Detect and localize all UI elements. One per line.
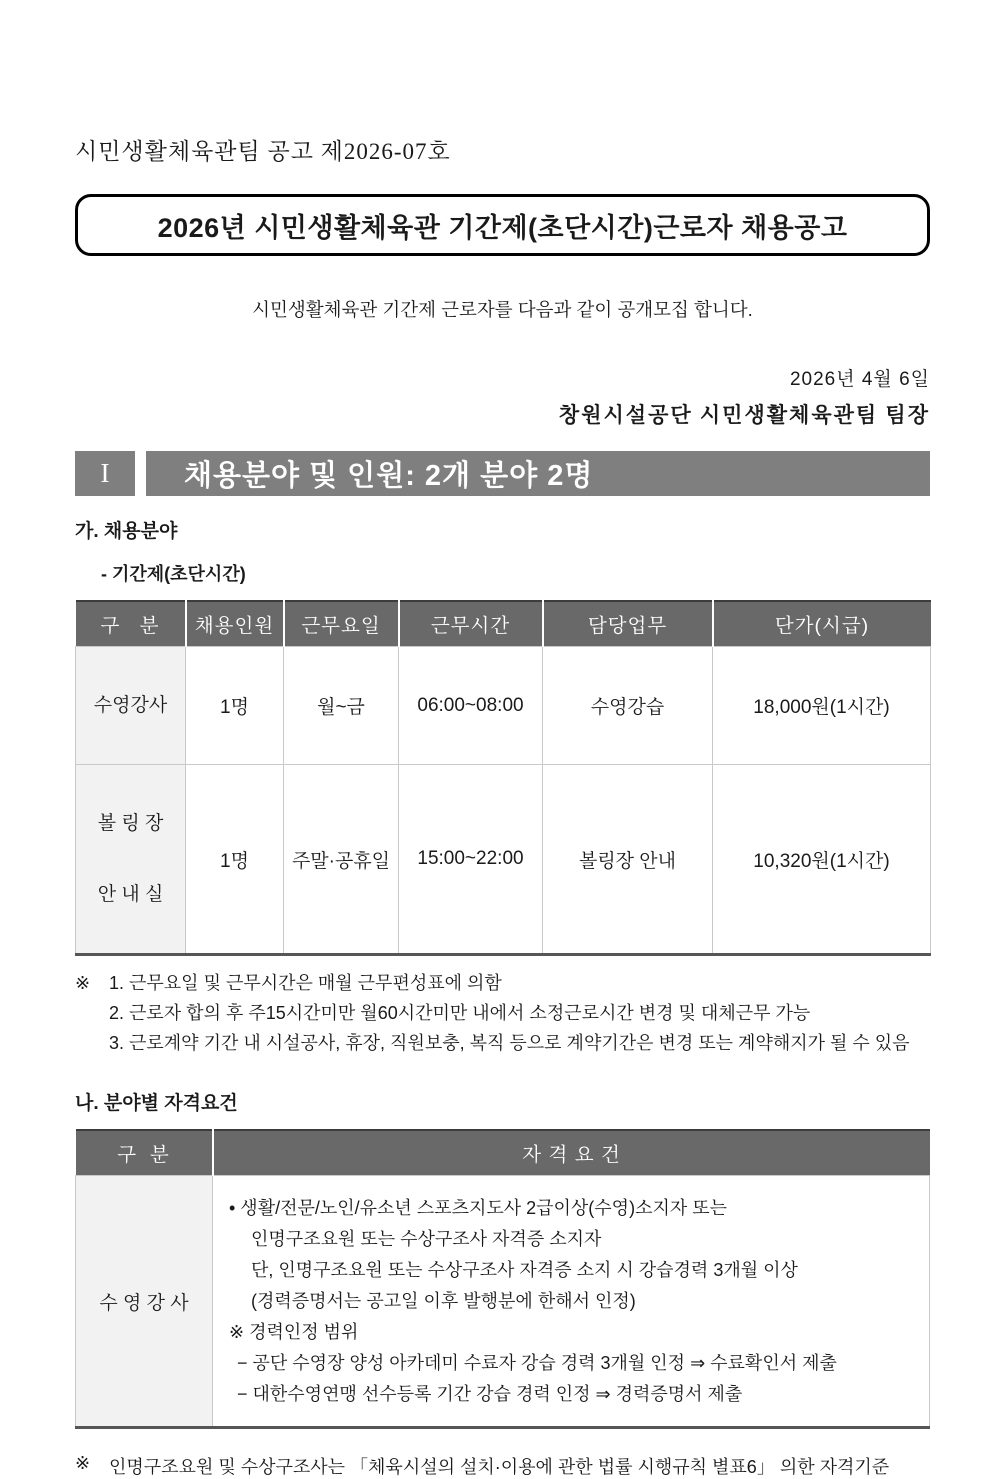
col-header-headcount: 채용인원 bbox=[186, 601, 284, 647]
table-row bbox=[76, 647, 931, 765]
notes-marker: ※ bbox=[75, 973, 91, 993]
cell-workhours: 15:00~22:00 bbox=[399, 765, 543, 955]
qual-line: (경력증명서는 공고일 이후 발행분에 한해서 인정) bbox=[251, 1290, 636, 1311]
title-box bbox=[75, 194, 930, 256]
doc-title: 2026년 시민생활체육관 기간제(초단시간)근로자 채용공고 bbox=[157, 212, 848, 243]
notes-block bbox=[75, 968, 930, 1058]
col-header-category: 구 분 bbox=[76, 1130, 213, 1176]
section-title-bar: 채용분야 및 인원: 2개 분야 2명 bbox=[146, 451, 930, 496]
qual-line: 단, 인명구조요원 또는 수상구조사 자격증 소지 시 강습경력 3개월 이상 bbox=[251, 1259, 798, 1280]
qual-line: • 생활/전문/노인/유소년 스포츠지도사 2급이상(수영)소지자 또는 bbox=[229, 1197, 728, 1218]
cell-category: 볼 링 장 안 내 실 bbox=[76, 765, 186, 955]
cell-workdays: 월~금 bbox=[284, 647, 399, 765]
section-header bbox=[75, 451, 930, 496]
cell-duty: 수영강습 bbox=[543, 647, 713, 765]
issue-date: 2026년 4월 6일 bbox=[789, 369, 930, 390]
col-header-category: 구 분 bbox=[76, 601, 186, 647]
col-header-wage: 단가(시급) bbox=[713, 601, 931, 647]
note-item: 1. 근무요일 및 근무시간은 매월 근무편성표에 의함 bbox=[109, 973, 502, 993]
footnote-text: 인명구조요원 및 수상구조사는 「체육시설의 설치·이용에 관한 법률 시행규칙 별표6」 의한 자격기준 bbox=[109, 1457, 890, 1477]
col-header-workhours: 근무시간 bbox=[399, 601, 543, 647]
intro-text: 시민생활체육관 기간제 근로자를 다음과 같이 공개모집 합니다. bbox=[252, 299, 753, 320]
subheading-contract-type: - 기간제(초단시간) bbox=[101, 564, 246, 584]
qual-table-header-row bbox=[76, 1130, 930, 1176]
cell-category: 수 영 강 사 bbox=[76, 1176, 213, 1428]
cell-qualification bbox=[213, 1176, 930, 1428]
section-numeral: I bbox=[75, 451, 135, 496]
cell-duty: 볼링장 안내 bbox=[543, 765, 713, 955]
note-item: 2. 근로자 합의 후 주15시간미만 월60시간미만 내에서 소정근로시간 변경 및 대체근무 가능 bbox=[109, 1003, 811, 1023]
table-row bbox=[76, 1176, 930, 1428]
qual-line: − 공단 수영장 양성 아카데미 수료자 강습 경력 3개월 인정 ⇒ 수료확인서 제출 bbox=[237, 1352, 837, 1373]
qual-line: ※ 경력인정 범위 bbox=[229, 1321, 359, 1342]
note-item: 3. 근로계약 기간 내 시설공사, 휴장, 직원보충, 복직 등으로 계약기간은 변경 또는 계약해지가 될 수 있음 bbox=[109, 1033, 910, 1053]
cell-wage: 18,000원(1시간) bbox=[713, 647, 931, 765]
col-header-workdays: 근무요일 bbox=[284, 601, 399, 647]
footnote-block bbox=[75, 1453, 930, 1479]
cell-wage: 10,320원(1시간) bbox=[713, 765, 931, 955]
notes-list bbox=[109, 968, 930, 1058]
doc-number: 시민생활체육관팀 공고 제2026-07호 bbox=[75, 139, 451, 164]
cell-category: 수영강사 bbox=[76, 647, 186, 765]
cell-workhours: 06:00~08:00 bbox=[399, 647, 543, 765]
issuer-name: 창원시설공단 시민생활체육관팀 팀장 bbox=[558, 403, 930, 427]
recruit-table-header-row bbox=[76, 601, 931, 647]
footnote-marker: ※ bbox=[75, 1453, 91, 1473]
qual-line: 인명구조요원 또는 수상구조사 자격증 소지자 bbox=[251, 1228, 602, 1249]
col-header-qualification: 자 격 요 건 bbox=[213, 1130, 930, 1176]
cell-headcount: 1명 bbox=[186, 765, 284, 955]
recruit-table bbox=[75, 600, 931, 956]
qual-line: − 대한수영연맹 선수등록 기간 강습 경력 인정 ⇒ 경력증명서 제출 bbox=[237, 1383, 743, 1404]
qualification-table bbox=[75, 1129, 930, 1429]
cell-headcount: 1명 bbox=[186, 647, 284, 765]
heading-recruit-field: 가. 채용분야 bbox=[75, 521, 178, 542]
table-row bbox=[76, 765, 931, 955]
cell-workdays: 주말·공휴일 bbox=[284, 765, 399, 955]
heading-qualifications: 나. 분야별 자격요건 bbox=[75, 1093, 238, 1114]
col-header-duty: 담당업무 bbox=[543, 601, 713, 647]
